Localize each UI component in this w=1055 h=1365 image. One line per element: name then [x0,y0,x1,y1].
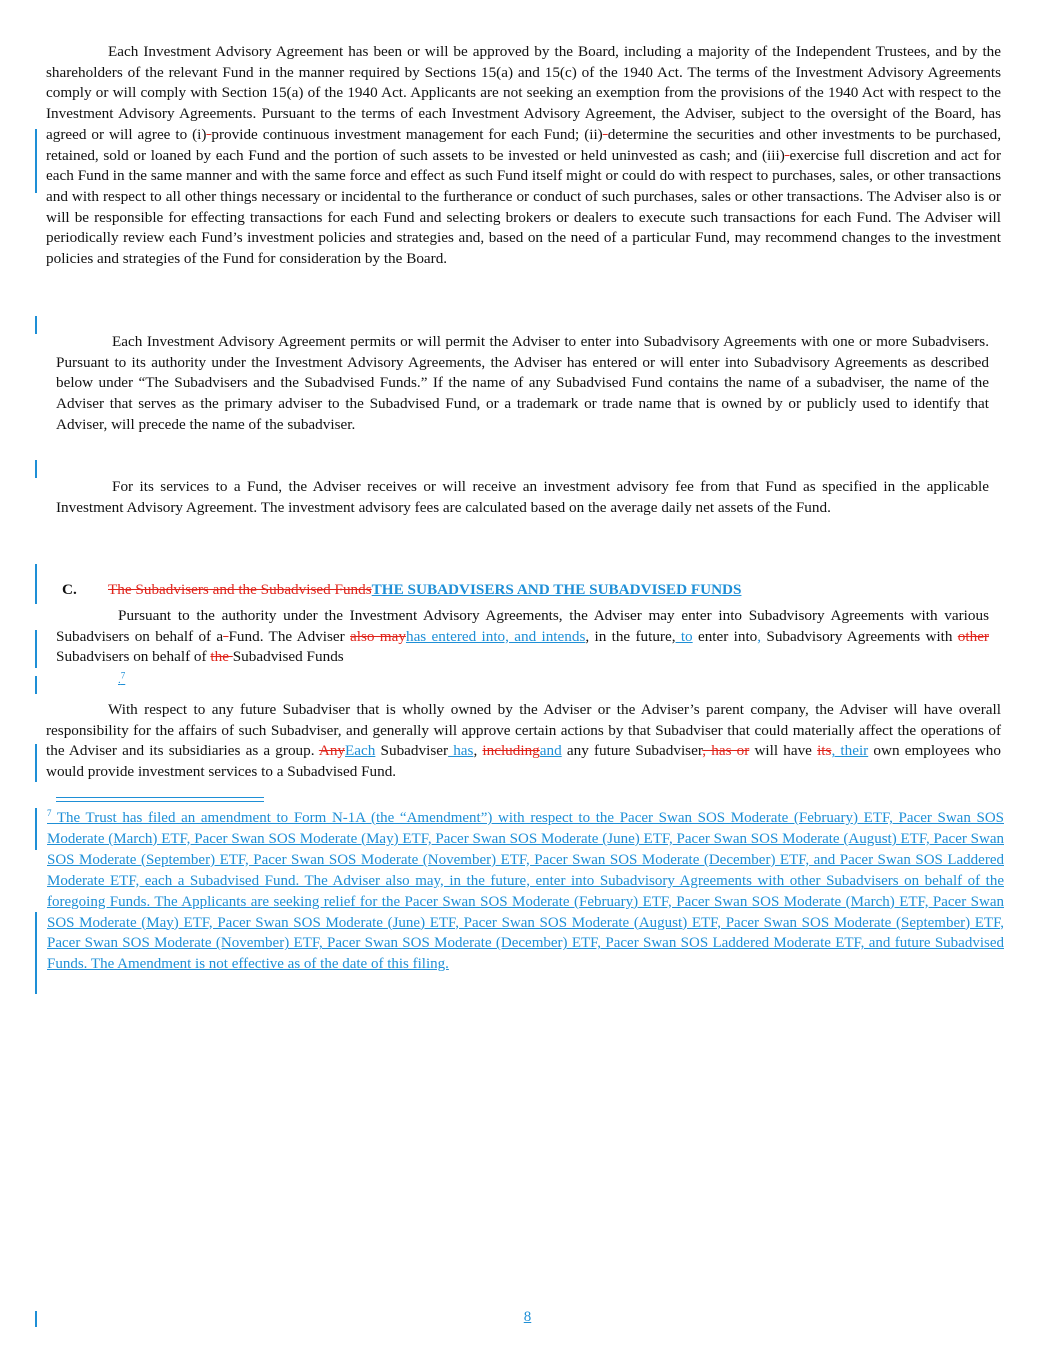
inserted-text: to [675,627,693,645]
text: Subadvisers on behalf of [56,648,211,666]
paragraph-subadvisory-permission [56,332,989,436]
text: Subadvised Funds [232,648,344,666]
footnote-7 [47,808,1004,975]
text: provide continuous investment management for each Fund; (ii) [211,125,603,143]
text: determine the securities and other investments to be purchased, retained, sold or loaned by each Fund and the portion of such assets to be invested or held uninvested as cash; and (iii) [46,125,1001,164]
change-bar [35,460,37,478]
change-bar [35,630,37,668]
text: Subadvisory Agreements with [761,627,958,645]
text: any future Subadviser [561,742,703,760]
inserted-text: , their [831,742,869,760]
text: enter into [692,627,758,645]
inserted-heading: THE SUBADVISERS AND THE SUBADVISED FUNDS [371,581,742,598]
deleted-text: including [482,742,540,760]
text: For its services to a Fund, the Adviser receives or will receive an investment advisory fee from that Fund as specified in the applicable Investment Advisory Agreement. The investment advisory fees are calculated based on the average daily net assets of the Fund. [56,478,989,516]
text: With respect to any future Subadviser that is wholly owned by the Adviser or the Adviser’s parent company, the Adviser will have overall responsibility for the affairs of such Subadviser, and generally will approve certain actions by that Subadviser that could materially affect the operations of the Adviser and its subsidiaries as a group. [46,701,1001,760]
text: , in the future, [585,627,676,645]
paragraph-advisory-agreement-approval [46,42,1001,270]
inserted-text: has [448,742,474,760]
deleted-text: its [817,742,832,760]
footnote-separator [56,801,264,802]
deleted-text: , has or [702,742,750,760]
deleted-heading: The Subadvisers and the Subadvised Funds [108,581,372,598]
text: own employees who would provide investment services to a Subadvised Fund. [46,742,1001,781]
inserted-text: Each [345,742,376,760]
section-heading-c [62,581,741,599]
footnote-reference-number: 7 [120,670,126,681]
change-bar [35,744,37,782]
text: Pursuant to the authority under the Investment Advisory Agreements, the Adviser may enter into Subadvisory Agreements with various Subadvisers on behalf of a [56,607,989,645]
text: will have [749,742,818,760]
footnote-number: 7 [47,808,52,818]
change-bar [35,912,37,994]
paragraph-subadvisory-agreements [56,606,989,668]
text: Fund. The Adviser [228,627,351,645]
change-bar [35,316,37,334]
deleted-text: the [210,648,233,666]
text: Each Investment Advisory Agreement has been or will be approved by the Board, including a majority of the Independent Trustees, and by the shareholders of the relevant Fund in the manner required by Sections 15(a) and 15(c) of the 1940 Act. The terms of the Investment Advisory Agreements comply or will comply with Section 15(a) of the 1940 Act. Applicants are not seeking an exemption from the provisions of the 1940 Act with respect to the Investment Advisory Agreements. Pursuant to the terms of each Investment Advisory Agreement, the Adviser, subject to the oversight of the Board, has agreed or will agree to (i) [46,43,1001,143]
footnote-reference[interactable]: .$^7$ [118,670,126,686]
change-bar [35,808,37,850]
footnote-text: The Trust has filed an amendment to Form N-1A (the “Amendment”) with respect to the Pacer Swan SOS Moderate (February) ETF, Pacer Swan SOS Moderate (March) ETF, Pacer Swan SOS Moderate (May) ETF, Pacer Swan SOS Moderate (June) ETF, Pacer Swan SOS Moderate (August) ETF, Pacer Swan SOS Moderate (September) ETF, Pacer Swan SOS Moderate (November) ETF, Pacer Swan SOS Moderate (December) ETF, and Pacer Swan SOS Laddered Moderate ETF, each a Subadvised Fund. The Adviser also may, in the future, enter into Subadvisory Agreements with other Subadvisers on behalf of the foregoing Funds. The Applicants are seeking relief for the Pacer Swan SOS Moderate (February) ETF, Pacer Swan SOS Moderate (March) ETF, Pacer Swan SOS Moderate (May) ETF, Pacer Swan SOS Moderate (June) ETF, Pacer Swan SOS Moderate (August) ETF, Pacer Swan SOS Moderate (September) ETF, Pacer Swan SOS Moderate (November) ETF, Pacer Swan SOS Moderate (December) ETF, Pacer Swan SOS Laddered Moderate ETF, and future Subadvised Funds. The Amendment is not effective as of the date of this filing. [47,810,1004,973]
paragraph-wholly-owned-subadviser [46,700,1001,783]
deleted-text: other [957,627,989,645]
change-bar [35,676,37,694]
text: exercise full discretion and act for each Fund in the same manner and with the same force and effect as such Fund itself might or could do with respect to purchases, sales, or other transactions and with respect to all other things necessary or incidental to the furtherance or conduct of such purchases, sales or other transactions. The Adviser also is or will be responsible for effecting transactions for each Fund and selecting brokers or dealers to execute such transactions for each Fund. The Adviser will periodically review each Fund’s investment policies and strategies and, based on the need of a particular Fund, may recommend changes to the investment policies and strategies of the Fund for consideration by the Board. [46,146,1002,268]
inserted-text: , [757,627,762,645]
page-number: 8 [523,1309,532,1325]
change-bar [35,129,37,193]
text: Subadviser [375,742,449,760]
deleted-text: also may [350,627,406,645]
deleted-text: Any [318,742,346,760]
text: Each Investment Advisory Agreement permits or will permit the Adviser to enter into Subadvisory Agreements with one or more Subadvisers. Pursuant to its authority under the Investment Advisory Agreements, the Adviser has entered or will enter into Subadvisory Agreements as described below under “The Subadvisers and the Subadvised Funds.” If the name of any Subadvised Fund contains the name of a subadviser, the name of the Adviser that serves as the primary adviser to the Subadvised Fund, or a trademark or trade name that is owned by or publicly used to identify that Adviser, will precede the name of the subadviser. [56,333,989,433]
section-letter: C. [62,581,77,598]
paragraph-advisory-fee [56,477,989,518]
inserted-text: and [539,742,562,760]
inserted-text: has entered into, and intends [405,627,586,645]
footnote-separator [56,797,264,798]
text: , [473,742,483,760]
change-bar [35,564,37,604]
